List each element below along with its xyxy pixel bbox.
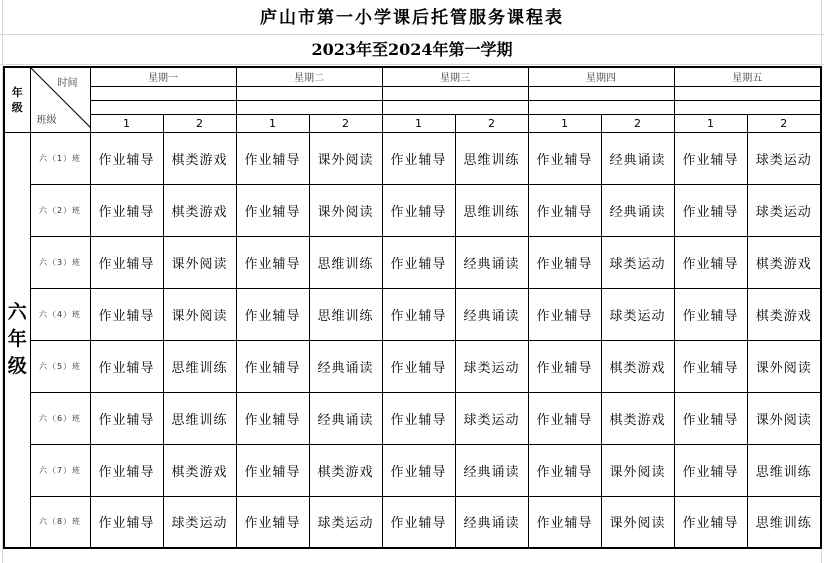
activity-cell: 作业辅导 bbox=[382, 444, 455, 496]
sheet-gridline bbox=[0, 34, 824, 35]
activity-cell: 棋类游戏 bbox=[163, 132, 236, 184]
class-name: 六（8）班 bbox=[30, 496, 90, 548]
activity-cell: 作业辅导 bbox=[674, 132, 747, 184]
day-header: 星期二 bbox=[236, 67, 382, 86]
activity-cell: 经典诵读 bbox=[455, 496, 528, 548]
class-name: 六（1）班 bbox=[30, 132, 90, 184]
activity-cell: 棋类游戏 bbox=[163, 444, 236, 496]
blank-header-cell bbox=[382, 86, 528, 100]
activity-cell: 球类运动 bbox=[601, 288, 674, 340]
table-row bbox=[4, 288, 821, 340]
activity-cell: 棋类游戏 bbox=[601, 340, 674, 392]
period-number: 2 bbox=[163, 114, 236, 132]
diagonal-header bbox=[30, 67, 90, 132]
activity-cell: 球类运动 bbox=[747, 132, 821, 184]
activity-cell: 棋类游戏 bbox=[309, 444, 382, 496]
period-number: 2 bbox=[601, 114, 674, 132]
blank-header-cell bbox=[236, 86, 382, 100]
period-number: 1 bbox=[236, 114, 309, 132]
activity-cell: 作业辅导 bbox=[528, 496, 601, 548]
activity-cell: 棋类游戏 bbox=[601, 392, 674, 444]
activity-cell: 作业辅导 bbox=[236, 496, 309, 548]
activity-cell: 球类运动 bbox=[309, 496, 382, 548]
schedule-title: 庐山市第一小学课后托管服务课程表 bbox=[260, 8, 564, 28]
activity-cell: 课外阅读 bbox=[163, 288, 236, 340]
activity-cell: 思维训练 bbox=[747, 496, 821, 548]
activity-cell: 作业辅导 bbox=[382, 496, 455, 548]
activity-cell: 作业辅导 bbox=[90, 392, 163, 444]
class-name: 六（7）班 bbox=[30, 444, 90, 496]
day-header: 星期五 bbox=[674, 67, 821, 86]
blank-header-cell bbox=[674, 100, 821, 114]
activity-cell: 作业辅导 bbox=[382, 340, 455, 392]
activity-cell: 作业辅导 bbox=[90, 340, 163, 392]
class-name: 六（3）班 bbox=[30, 236, 90, 288]
blank-header-cell bbox=[528, 100, 674, 114]
activity-cell: 作业辅导 bbox=[90, 132, 163, 184]
blank-header-cell bbox=[528, 86, 674, 100]
blank-header-cell bbox=[236, 100, 382, 114]
activity-cell: 球类运动 bbox=[455, 340, 528, 392]
table-row bbox=[4, 392, 821, 444]
class-name: 六（5）班 bbox=[30, 340, 90, 392]
activity-cell: 经典诵读 bbox=[455, 444, 528, 496]
activity-cell: 作业辅导 bbox=[674, 288, 747, 340]
activity-cell: 作业辅导 bbox=[90, 496, 163, 548]
class-name: 六（2）班 bbox=[30, 184, 90, 236]
period-number: 1 bbox=[674, 114, 747, 132]
class-name: 六（4）班 bbox=[30, 288, 90, 340]
activity-cell: 作业辅导 bbox=[528, 444, 601, 496]
activity-cell: 作业辅导 bbox=[528, 340, 601, 392]
activity-cell: 球类运动 bbox=[747, 184, 821, 236]
activity-cell: 作业辅导 bbox=[674, 236, 747, 288]
table-row bbox=[4, 184, 821, 236]
activity-cell: 课外阅读 bbox=[309, 184, 382, 236]
schedule-table bbox=[3, 66, 822, 549]
table-row bbox=[4, 496, 821, 548]
activity-cell: 作业辅导 bbox=[90, 236, 163, 288]
blank-header-cell bbox=[674, 86, 821, 100]
class-label: 班级 bbox=[36, 114, 57, 126]
grade-name: 六年级 bbox=[7, 301, 27, 378]
activity-cell: 作业辅导 bbox=[382, 132, 455, 184]
activity-cell: 思维训练 bbox=[309, 236, 382, 288]
activity-cell: 作业辅导 bbox=[90, 288, 163, 340]
period-number: 1 bbox=[382, 114, 455, 132]
activity-cell: 作业辅导 bbox=[236, 288, 309, 340]
table-row bbox=[4, 444, 821, 496]
blank-header-cell bbox=[382, 100, 528, 114]
activity-cell: 作业辅导 bbox=[382, 288, 455, 340]
activity-cell: 作业辅导 bbox=[236, 236, 309, 288]
activity-cell: 课外阅读 bbox=[163, 236, 236, 288]
activity-cell: 经典诵读 bbox=[455, 236, 528, 288]
activity-cell: 作业辅导 bbox=[382, 184, 455, 236]
period-number: 2 bbox=[309, 114, 382, 132]
activity-cell: 作业辅导 bbox=[528, 236, 601, 288]
activity-cell: 思维训练 bbox=[455, 184, 528, 236]
activity-cell: 作业辅导 bbox=[528, 184, 601, 236]
blank-header-cell bbox=[90, 86, 236, 100]
activity-cell: 思维训练 bbox=[163, 392, 236, 444]
grade-header bbox=[4, 67, 30, 132]
activity-cell: 作业辅导 bbox=[528, 132, 601, 184]
activity-cell: 课外阅读 bbox=[601, 496, 674, 548]
day-header: 星期三 bbox=[382, 67, 528, 86]
activity-cell: 经典诵读 bbox=[309, 340, 382, 392]
activity-cell: 作业辅导 bbox=[90, 184, 163, 236]
activity-cell: 经典诵读 bbox=[455, 288, 528, 340]
table-row bbox=[4, 132, 821, 184]
activity-cell: 作业辅导 bbox=[674, 340, 747, 392]
activity-cell: 经典诵读 bbox=[309, 392, 382, 444]
activity-cell: 棋类游戏 bbox=[747, 236, 821, 288]
activity-cell: 作业辅导 bbox=[236, 392, 309, 444]
activity-cell: 作业辅导 bbox=[236, 184, 309, 236]
activity-cell: 棋类游戏 bbox=[163, 184, 236, 236]
activity-cell: 思维训练 bbox=[309, 288, 382, 340]
activity-cell: 棋类游戏 bbox=[747, 288, 821, 340]
activity-cell: 作业辅导 bbox=[236, 132, 309, 184]
activity-cell: 经典诵读 bbox=[601, 184, 674, 236]
day-header: 星期一 bbox=[90, 67, 236, 86]
activity-cell: 作业辅导 bbox=[674, 444, 747, 496]
activity-cell: 课外阅读 bbox=[601, 444, 674, 496]
activity-cell: 作业辅导 bbox=[674, 496, 747, 548]
activity-cell: 作业辅导 bbox=[528, 392, 601, 444]
activity-cell: 球类运动 bbox=[455, 392, 528, 444]
period-number: 1 bbox=[528, 114, 601, 132]
table-row bbox=[4, 340, 821, 392]
activity-cell: 课外阅读 bbox=[747, 392, 821, 444]
activity-cell: 思维训练 bbox=[747, 444, 821, 496]
activity-cell: 作业辅导 bbox=[674, 392, 747, 444]
grade-cell bbox=[4, 132, 30, 548]
activity-cell: 思维训练 bbox=[163, 340, 236, 392]
activity-cell: 作业辅导 bbox=[90, 444, 163, 496]
class-name: 六（6）班 bbox=[30, 392, 90, 444]
activity-cell: 课外阅读 bbox=[747, 340, 821, 392]
blank-header-cell bbox=[90, 100, 236, 114]
activity-cell: 球类运动 bbox=[601, 236, 674, 288]
activity-cell: 作业辅导 bbox=[528, 288, 601, 340]
day-header: 星期四 bbox=[528, 67, 674, 86]
time-label: 时间 bbox=[57, 78, 78, 89]
period-number: 2 bbox=[747, 114, 821, 132]
activity-cell: 思维训练 bbox=[455, 132, 528, 184]
activity-cell: 经典诵读 bbox=[601, 132, 674, 184]
period-number: 2 bbox=[455, 114, 528, 132]
period-number: 1 bbox=[90, 114, 163, 132]
activity-cell: 球类运动 bbox=[163, 496, 236, 548]
activity-cell: 作业辅导 bbox=[674, 184, 747, 236]
activity-cell: 作业辅导 bbox=[236, 340, 309, 392]
semester-subtitle: 2023年至2024年第一学期 bbox=[311, 40, 513, 59]
activity-cell: 作业辅导 bbox=[236, 444, 309, 496]
table-row bbox=[4, 236, 821, 288]
grade-header-label: 年级 bbox=[11, 85, 23, 114]
sheet-gridline bbox=[0, 64, 824, 65]
activity-cell: 课外阅读 bbox=[309, 132, 382, 184]
activity-cell: 作业辅导 bbox=[382, 236, 455, 288]
activity-cell: 作业辅导 bbox=[382, 392, 455, 444]
